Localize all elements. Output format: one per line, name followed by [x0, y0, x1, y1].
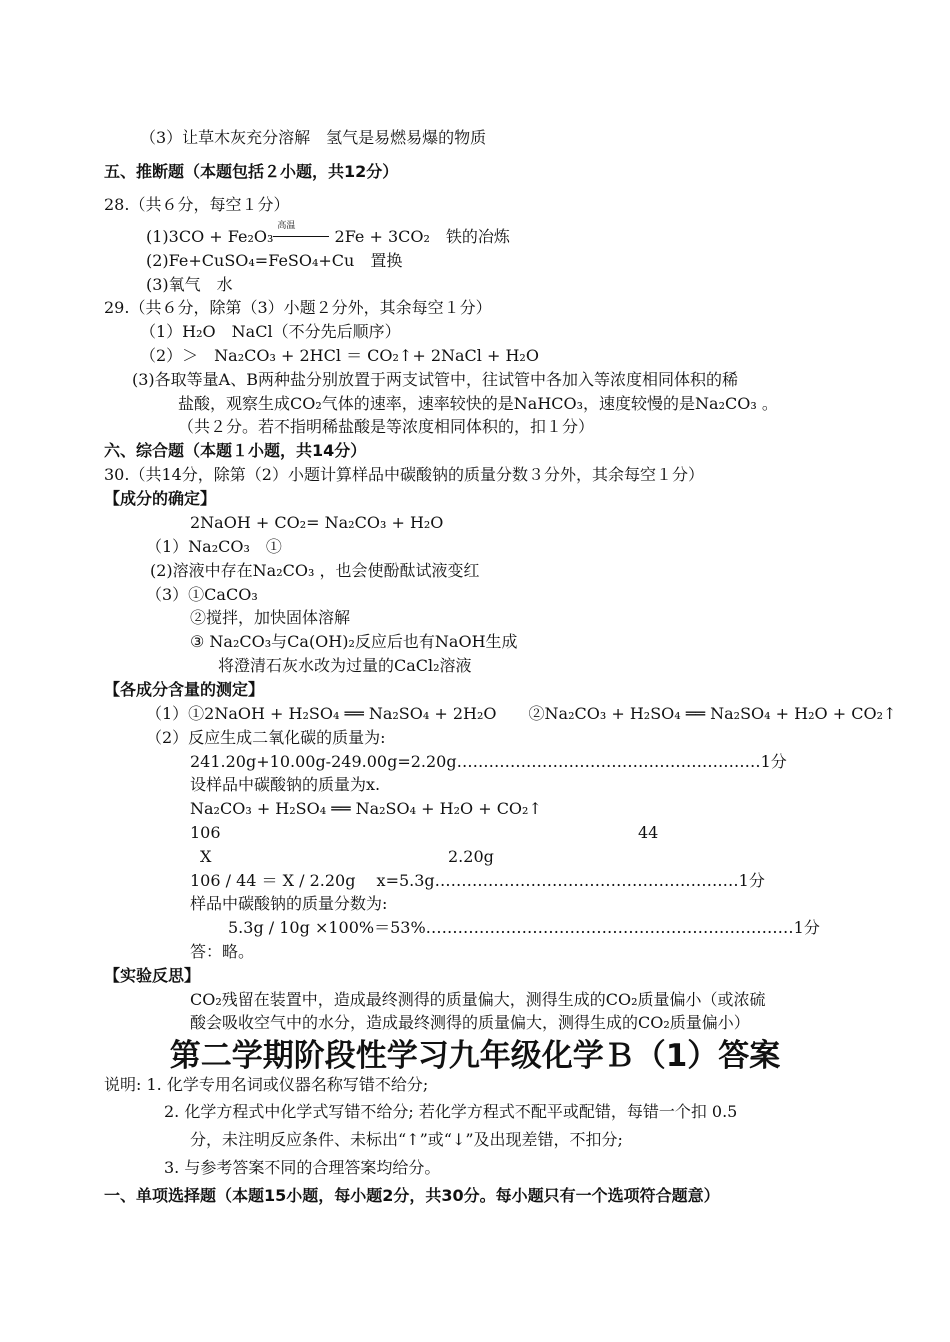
- answer-29-1: （1）H₂O NaCl（不分先后顺序）: [140, 322, 401, 341]
- answer-28-2: (2)Fe+CuSO₄=FeSO₄+Cu 置换: [146, 251, 403, 270]
- reflection-line2: 酸会吸收空气中的水分，造成最终测得的质量偏大，测得生成的CO₂质量偏小）: [190, 1013, 750, 1032]
- answer-29-3-line2: 盐酸，观察生成CO₂气体的速率，速率较快的是NaHCO₃，速度较慢的是Na₂CO₃ 。: [178, 394, 778, 413]
- proportion-calc: 106 / 44 ＝ X / 2.20g x=5.3g…………………………………………………1分: [190, 871, 765, 890]
- assume-x: 设样品中碳酸钠的质量为x.: [190, 775, 381, 794]
- answer-30-3-3: ③ Na₂CO₃与Ca(OH)₂反应后也有NaOH生成: [190, 632, 518, 651]
- answer-29-3-line1: (3)各取等量A、B两种盐分别放置于两支试管中，往试管中各加入等浓度相同体积的稀: [132, 370, 738, 389]
- answer-content-1: （1）①2NaOH + H₂SO₄ ══ Na₂SO₄ + 2H₂O ②Na₂CO₃ + H₂SO₄ ══ Na₂SO₄ + H₂O + CO₂↑: [146, 704, 897, 723]
- equation-na2co3: Na₂CO₃ + H₂SO₄ ══ Na₂SO₄ + H₂O + CO₂↑: [190, 799, 542, 818]
- answer-30-3-3-fix: 将澄清石灰水改为过量的CaCl₂溶液: [218, 656, 472, 675]
- page-title: 第二学期阶段性学习九年级化学Ｂ（1）答案: [169, 1038, 781, 1074]
- section-heading-6: 六、综合题（本题１小题，共14分）: [104, 441, 367, 460]
- answer-29-3-note: （共２分。若不指明稀盐酸是等浓度相同体积的，扣１分）: [178, 417, 595, 436]
- answer-30-1: （1）Na₂CO₃ ①: [146, 537, 282, 556]
- fraction-calc: 5.3g / 10g ×100%＝53%……………………………………………………………1分: [228, 918, 820, 937]
- molar-mass-co2: 44: [638, 823, 659, 842]
- reflection-line1: CO₂残留在装置中，造成最终测得的质量偏大，测得生成的CO₂质量偏小（或浓硫: [190, 990, 766, 1009]
- note-2: 2. 化学方程式中化学式写错不给分; 若化学方程式不配平或配错，每错一个扣 0.5: [164, 1102, 738, 1121]
- question-29-header: 29.（共６分，除第（3）小题２分外，其余每空１分）: [104, 298, 492, 317]
- answer-content-2: （2）反应生成二氧化碳的质量为:: [146, 728, 386, 747]
- reaction-condition: 高温: [277, 221, 296, 231]
- equation-right: 2Fe + 3CO₂ 铁的冶炼: [329, 227, 510, 246]
- answer-29-2: （2）＞ Na₂CO₃ + 2HCl ＝ CO₂↑+ 2NaCl + H₂O: [140, 346, 539, 365]
- answer-28-3: (3)氧气 水: [146, 275, 233, 294]
- co2-mass: 2.20g: [448, 847, 494, 866]
- answer-28-1: [146, 221, 510, 247]
- section-heading-1: 一、单项选择题（本题15小题，每小题2分，共30分。每小题只有一个选项符合题意）: [104, 1186, 720, 1205]
- answer-30-3: （3）①CaCO₃: [146, 585, 258, 604]
- subheading-content: 【各成分含量的测定】: [104, 680, 265, 699]
- equation-left: (1)3CO + Fe₂O₃: [146, 227, 274, 246]
- equation-naoh-co2: 2NaOH + CO₂= Na₂CO₃ + H₂O: [190, 513, 444, 532]
- subheading-reflection: 【实验反思】: [104, 966, 201, 985]
- co2-mass-calc: 241.20g+10.00g-249.00g=2.20g…………………………………………………1分: [190, 752, 787, 771]
- unknown-x: X: [200, 847, 212, 866]
- question-30-header: 30.（共14分，除第（2）小题计算样品中碳酸钠的质量分数３分外，其余每空１分）: [104, 465, 704, 484]
- molar-mass-na2co3: 106: [190, 823, 221, 842]
- reaction-condition-arrow: [273, 221, 329, 245]
- section-heading-5: 五、推断题（本题包括２小题，共12分）: [104, 162, 399, 181]
- question-28-header: 28.（共６分，每空１分）: [104, 195, 290, 214]
- subheading-composition: 【成分的确定】: [104, 489, 217, 508]
- answer-omitted: 答：略。: [190, 942, 255, 961]
- note-1: 说明: 1. 化学专用名词或仪器名称写错不给分;: [104, 1075, 429, 1094]
- answer-30-3-2: ②搅拌，加快固体溶解: [190, 608, 351, 627]
- note-2-cont: 分，未注明反应条件、未标出“↑”或“↓”及出现差错，不扣分;: [190, 1130, 623, 1149]
- answer-27-3: （3）让草木灰充分溶解 氢气是易燃易爆的物质: [140, 128, 487, 147]
- answer-30-2: (2)溶液中存在Na₂CO₃ ，也会使酚酞试液变红: [150, 561, 480, 580]
- fraction-label: 样品中碳酸钠的质量分数为:: [190, 894, 388, 913]
- note-3: 3. 与参考答案不同的合理答案均给分。: [164, 1158, 441, 1177]
